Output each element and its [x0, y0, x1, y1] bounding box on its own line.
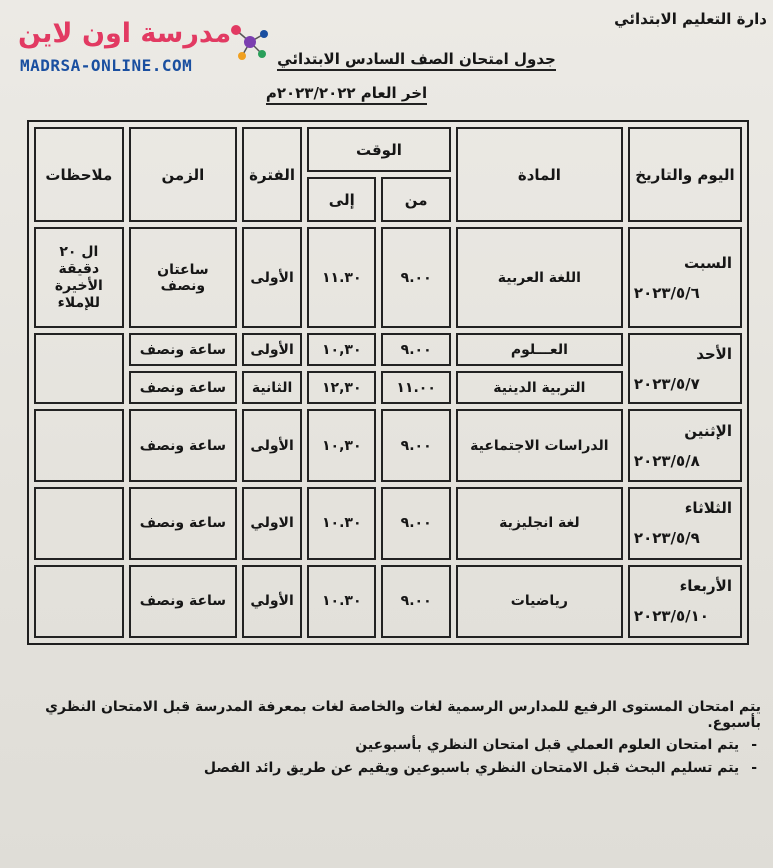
duration-cell: ساعتان ونصف: [129, 227, 237, 328]
day-cell: الإثنين ٢٠٢٣/٥/٨: [628, 409, 742, 482]
header-day-date: اليوم والتاريخ: [628, 127, 742, 222]
watermark-logo: [18, 18, 268, 80]
header-period: الفترة: [242, 127, 302, 222]
period-cell: الثانية: [242, 371, 302, 404]
schedule-title: جدول امتحان الصف السادس الابتدائي: [30, 50, 773, 68]
notes-cell: [34, 409, 124, 482]
subject-cell: التربية الدينية: [456, 371, 623, 404]
day-cell: الثلاثاء ٢٠٢٣/٥/٩: [628, 487, 742, 560]
duration-cell: ساعة ونصف: [129, 371, 237, 404]
subject-cell: لغة انجليزية: [456, 487, 623, 560]
to-cell: ١٢,٣٠: [307, 371, 376, 404]
exam-schedule-table: [27, 120, 749, 645]
header-subject: المادة: [456, 127, 623, 222]
table-row: [34, 409, 742, 482]
header-from: من: [381, 177, 450, 222]
notes-cell: [34, 565, 124, 638]
table-row: [34, 487, 742, 560]
to-cell: ١٠.٣٠: [307, 487, 376, 560]
duration-cell: ساعة ونصف: [129, 333, 237, 366]
notes-cell: [34, 333, 124, 404]
subject-cell: الدراسات الاجتماعية: [456, 409, 623, 482]
header-time: الوقت: [307, 127, 451, 172]
period-cell: الأولى: [242, 227, 302, 328]
subject-cell: اللغة العربية: [456, 227, 623, 328]
period-cell: الاولي: [242, 487, 302, 560]
from-cell: ٩.٠٠: [381, 409, 450, 482]
day-cell: الأحد ٢٠٢٣/٥/٧: [628, 333, 742, 404]
to-cell: ١١.٣٠: [307, 227, 376, 328]
day-cell: السبت ٢٠٢٣/٥/٦: [628, 227, 742, 328]
table-row: [34, 565, 742, 638]
subject-cell: رياضيات: [456, 565, 623, 638]
from-cell: ١١.٠٠: [381, 371, 450, 404]
to-cell: ١٠.٣٠: [307, 565, 376, 638]
footer-note-1: يتم امتحان المستوى الرفيع للمدارس الرسمية لغات والخاصة لغات بمعرفة المدرسة قبل الامتحان النظري بأسبوع.: [45, 699, 761, 731]
footer-note-2: -يتم امتحان العلوم العملي قبل امتحان النظري بأسبوعين: [355, 737, 757, 753]
schedule-subtitle: اخر العام ٢٠٢٣/٢٠٢٢م: [0, 84, 733, 102]
from-cell: ٩.٠٠: [381, 227, 450, 328]
table-row: [34, 227, 742, 328]
header-to: إلى: [307, 177, 376, 222]
header-duration: الزمن: [129, 127, 237, 222]
from-cell: ٩.٠٠: [381, 487, 450, 560]
table-row: [34, 333, 742, 366]
department-heading: دارة التعليم الابتدائي: [614, 10, 767, 28]
to-cell: ١٠,٣٠: [307, 333, 376, 366]
header-notes: ملاحظات: [34, 127, 124, 222]
period-cell: الأولى: [242, 333, 302, 366]
day-cell: الأربعاء ٢٠٢٣/٥/١٠: [628, 565, 742, 638]
footer-note-3: -يتم تسليم البحث قبل الامتحان النظري باسبوعين ويقيم عن طريق رائد الفصل: [203, 760, 757, 776]
duration-cell: ساعة ونصف: [129, 565, 237, 638]
from-cell: ٩.٠٠: [381, 565, 450, 638]
notes-cell: ال ٢٠ دقيقة الأخيرة للإملاء: [34, 227, 124, 328]
notes-cell: [34, 487, 124, 560]
duration-cell: ساعة ونصف: [129, 409, 237, 482]
period-cell: الأولى: [242, 409, 302, 482]
period-cell: الأولي: [242, 565, 302, 638]
subject-cell: العـــلوم: [456, 333, 623, 366]
watermark-url: MADRSA-ONLINE.COM: [20, 56, 193, 75]
to-cell: ١٠,٣٠: [307, 409, 376, 482]
duration-cell: ساعة ونصف: [129, 487, 237, 560]
watermark-arabic: مدرسة اون لاين: [18, 18, 232, 49]
from-cell: ٩.٠٠: [381, 333, 450, 366]
